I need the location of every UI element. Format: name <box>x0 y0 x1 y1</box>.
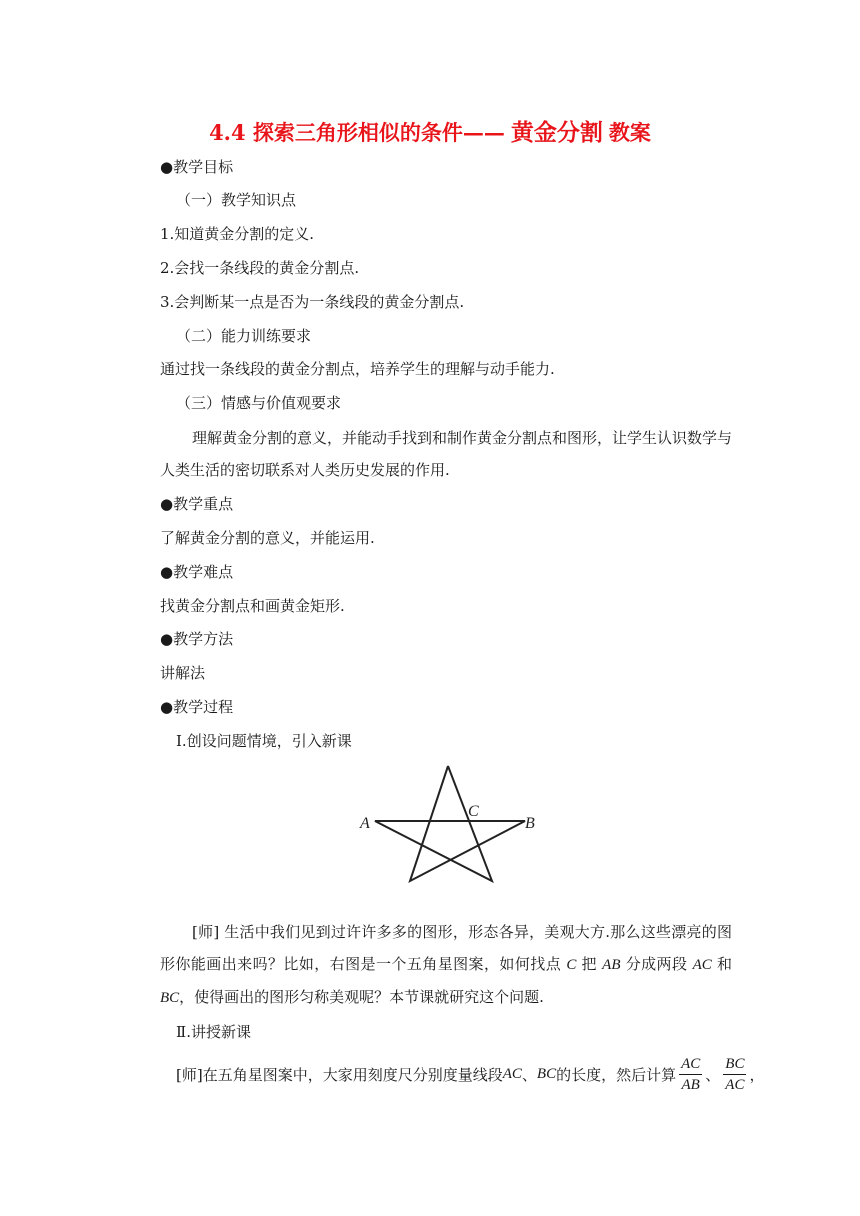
title-part-2: 黄金分割 <box>510 119 603 146</box>
fraction-bc-ac <box>723 1054 746 1095</box>
paragraph-text: 的长度，然后计算 <box>556 1065 677 1084</box>
knowledge-item: 1.知道黄金分割的定义. <box>160 225 315 243</box>
separator: 、 <box>521 1065 537 1084</box>
difficulty-text: 找黄金分割点和画黄金矩形. <box>160 597 345 615</box>
label-c: C <box>468 803 479 820</box>
key-text: 了解黄金分割的意义，并能运用. <box>160 529 375 547</box>
fraction-numerator: BC <box>723 1054 746 1075</box>
knowledge-heading: （一）教学知识点 <box>176 191 297 209</box>
method-heading: ●教学方法 <box>160 630 234 648</box>
paragraph-text: 分成两段 <box>620 955 693 973</box>
paragraph-text: [师] 生活中我们见到过许许多多的图形，形态各异，美观大方.那么这些漂亮的图形你能画出来吗？比如，右图是一个五角星图案，如何找点 <box>160 923 732 973</box>
goals-heading: ●教学目标 <box>160 158 234 176</box>
knowledge-item: 2.会找一条线段的黄金分割点. <box>160 259 360 277</box>
point-c: C <box>566 957 577 973</box>
paragraph-text: ， <box>749 1065 765 1084</box>
emotion-heading: （三）情感与价值观要求 <box>176 394 342 412</box>
label-b: B <box>525 815 535 832</box>
paragraph-text: 把 <box>576 955 603 973</box>
title-part-1: 4.4 探索三角形相似的条件—— <box>209 120 505 145</box>
fraction-numerator: AC <box>679 1054 702 1075</box>
fraction-denominator: AC <box>725 1076 745 1093</box>
teacher-paragraph-1 <box>160 916 732 1014</box>
paragraph-text: ，使得画出的图形匀称美观呢？本节课就研究这个问题. <box>179 988 544 1006</box>
segment-bc: BC <box>160 990 180 1006</box>
paragraph-text: 和 <box>711 955 732 973</box>
segment-ac: AC <box>692 957 712 973</box>
key-heading: ●教学重点 <box>160 495 234 513</box>
ability-text: 通过找一条线段的黄金分割点，培养学生的理解与动手能力. <box>160 360 555 378</box>
title-part-3: 教案 <box>608 120 651 145</box>
document-title <box>0 114 860 147</box>
ability-heading: （二）能力训练要求 <box>176 327 312 345</box>
method-text: 讲解法 <box>160 664 206 682</box>
segment-bc: BC <box>536 1065 557 1082</box>
pentagram-figure <box>350 760 540 884</box>
teacher-paragraph-2 <box>160 1052 764 1096</box>
step1-heading: Ⅰ.创设问题情境，引入新课 <box>176 732 352 750</box>
segment-ab: AB <box>602 957 621 973</box>
pentagram-star <box>375 766 525 881</box>
segment-ac: AC <box>502 1065 522 1082</box>
difficulty-heading: ●教学难点 <box>160 563 234 581</box>
paragraph-text: [师]在五角星图案中，大家用刻度尺分别度量线段 <box>176 1065 503 1084</box>
separator: 、 <box>705 1065 721 1084</box>
process-heading: ●教学过程 <box>160 698 234 716</box>
fraction-denominator: AB <box>681 1076 700 1093</box>
step2-heading: Ⅱ.讲授新课 <box>176 1023 251 1041</box>
knowledge-item: 3.会判断某一点是否为一条线段的黄金分割点. <box>160 293 465 311</box>
label-a: A <box>360 815 370 832</box>
emotion-text: 理解黄金分割的意义，并能动手找到和制作黄金分割点和图形，让学生认识数学与人类生活的密切联系对人类历史发展的作用. <box>160 429 733 479</box>
fraction-ac-ab <box>679 1054 702 1095</box>
